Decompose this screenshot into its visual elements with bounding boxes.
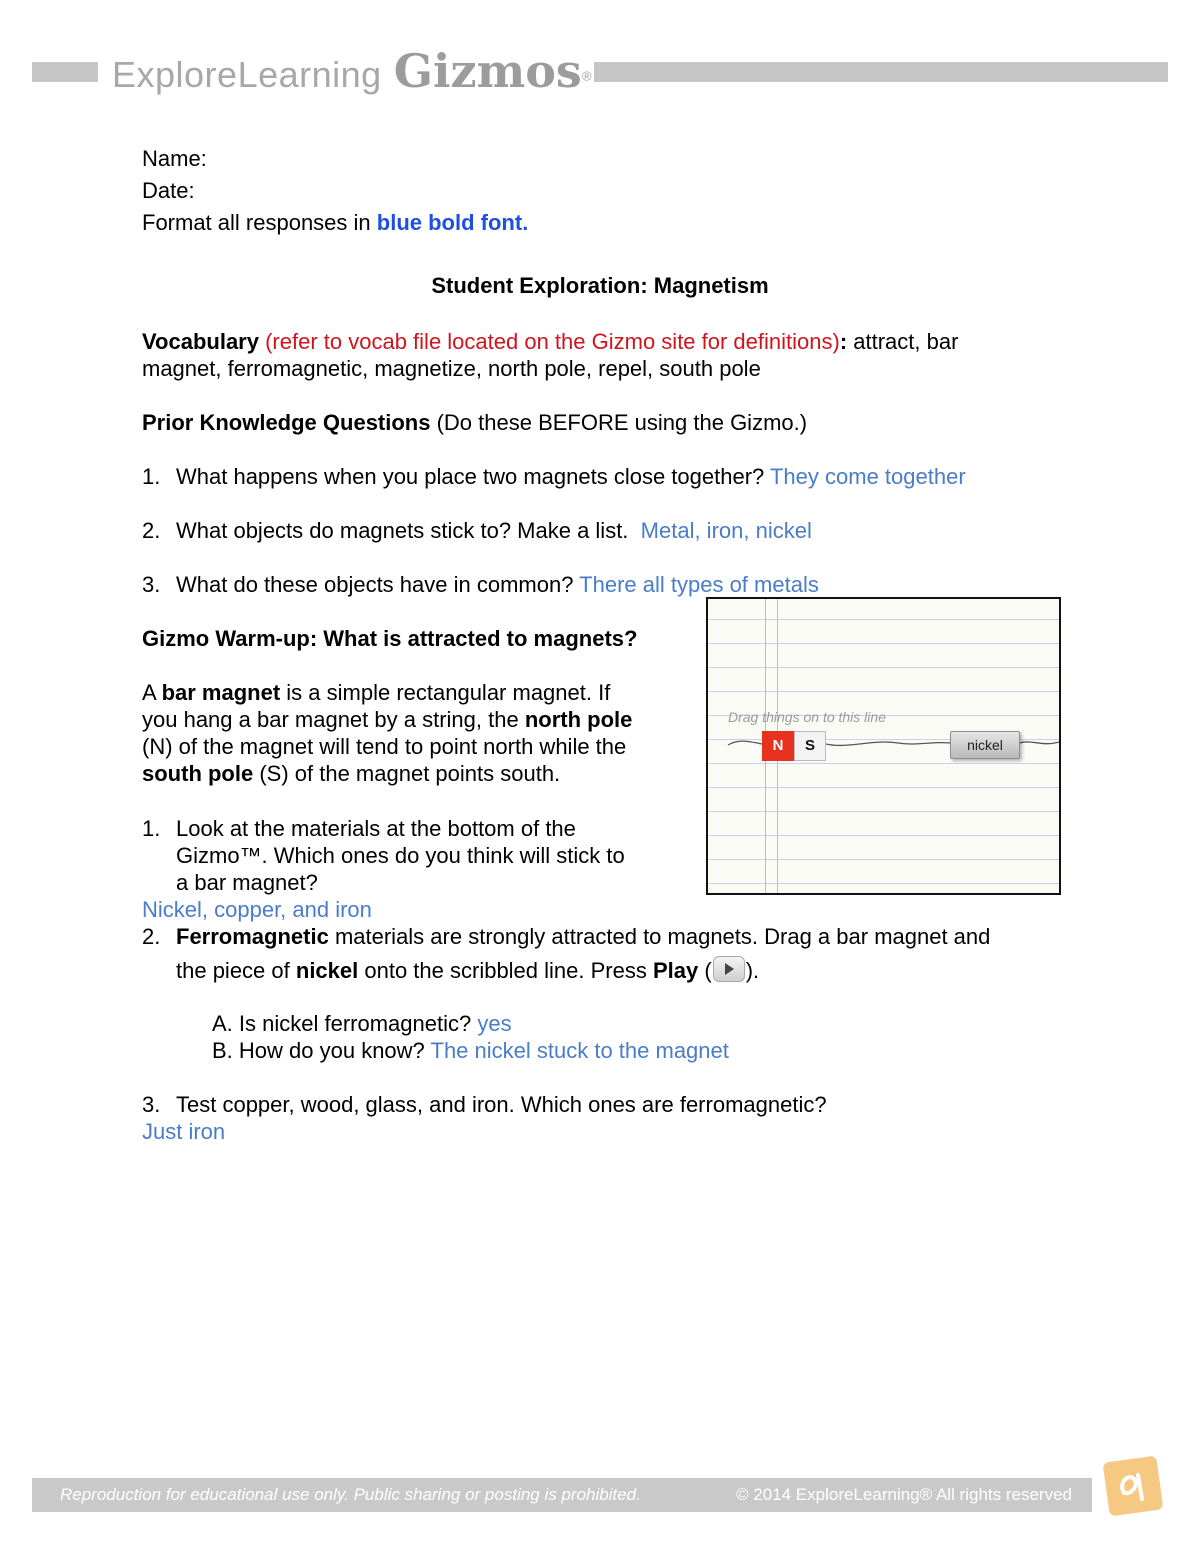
prior-note: (Do these BEFORE using the Gizmo.) [430,410,808,435]
warmup-q2-a [212,1010,512,1037]
header-bar-right [594,62,1168,82]
warmup-q2-number: 2. [142,924,161,949]
question-text: What do these objects have in common? [176,572,574,597]
play-icon [713,956,745,982]
vocabulary-colon: : [839,329,848,354]
prior-question-1 [142,463,966,490]
para-text: (S) of the magnet points south. [253,761,561,786]
warmup-q3-answer: Just iron [142,1119,226,1144]
page-title: Student Exploration: Magnetism [431,273,769,298]
q2-text: materials are strongly attracted to magnets. Drag a bar magnet and [328,924,991,949]
notebook-rule [708,619,1059,620]
explorelearning-badge-icon [1100,1453,1166,1519]
para-text: A [142,680,162,705]
answer-text: They come together [769,464,966,489]
vocabulary-terms-2: magnet, ferromagnetic, magnetize, north pole, repel, south pole [142,356,761,381]
warmup-heading: Gizmo Warm-up: What is attracted to magnets? [142,626,638,651]
warmup-q2-line2 [176,956,759,984]
notebook-rule [708,811,1059,812]
q2-bold: nickel [295,958,359,983]
q2b-answer: The nickel stuck to the magnet [430,1038,729,1063]
warmup-para-line4 [142,760,560,787]
header-bar-left [32,62,98,82]
bar-magnet-north: N [762,731,794,761]
q2b-label: B. How do you know? [212,1038,425,1063]
question-text: What happens when you place two magnets close together? [176,464,765,489]
prior-question-2 [142,517,812,544]
warmup-q1-number: 1. [142,816,161,841]
vocabulary-note: (refer to vocab file located on the Gizmo site for definitions) [265,329,840,354]
q2-text: ). [745,958,760,983]
notebook-rule [708,643,1059,644]
notebook-rule [708,883,1059,884]
brand-explore: ExploreLearning [112,54,382,95]
notebook-rule [708,859,1059,860]
date-label: Date: [142,178,195,203]
notebook-rule [708,763,1059,764]
warmup-q1-line2: Gizmo™. Which ones do you think will stick to [176,843,625,868]
prior-knowledge-heading [142,409,807,436]
q2-text: onto the scribbled line. Press [358,958,653,983]
format-instruction [142,209,528,236]
question-text: Test copper, wood, glass, and iron. Which ones are ferromagnetic? [176,1092,827,1117]
para-text: is a simple rectangular magnet. If [280,680,611,705]
q2-text: the piece of [176,958,296,983]
question-number: 1. [142,464,161,489]
para-bold: south pole [142,761,254,786]
notebook-rule [708,835,1059,836]
name-label: Name: [142,146,207,171]
para-bold: north pole [524,707,633,732]
brand-registered-mark: ® [581,68,592,84]
warmup-para-line1 [142,679,610,706]
footer-left-text: Reproduction for educational use only. Public sharing or posting is prohibited. [60,1485,641,1504]
q2a-answer: yes [477,1011,512,1036]
warmup-q3 [142,1091,827,1118]
prior-question-3 [142,571,819,598]
footer-bar [32,1478,1092,1512]
q2-bold: Ferromagnetic [176,924,329,949]
bar-magnet-south: S [794,731,826,761]
prior-label: Prior Knowledge Questions [142,410,431,435]
q2-bold: Play [652,958,699,983]
answer-text: There all types of metals [579,572,819,597]
nickel-piece: nickel [950,731,1020,759]
gizmo-screenshot [706,597,1061,895]
warmup-para-line3: (N) of the magnet will tend to point north while the [142,734,627,759]
para-text: you hang a bar magnet by a string, the [142,707,525,732]
brand-gizmos: Gizmos [393,44,582,98]
explorelearning-logo [112,44,591,100]
question-number: 3. [142,1092,161,1117]
answer-text: Metal, iron, nickel [640,518,812,543]
format-prefix: Format all responses in [142,210,371,235]
warmup-q1-line3: a bar magnet? [176,870,318,895]
warmup-q1-answer: Nickel, copper, and iron [142,897,372,922]
drag-hint: Drag things on to this line [728,709,886,725]
para-bold: bar magnet [161,680,281,705]
question-number: 3. [142,572,161,597]
q2-text: ( [698,958,712,983]
warmup-q1-line1: Look at the materials at the bottom of the [176,816,576,841]
vocabulary-line1 [142,328,958,355]
warmup-para-line2 [142,706,632,733]
notebook-rule [708,667,1059,668]
vocabulary-label: Vocabulary [142,329,259,354]
warmup-q2-b [212,1037,729,1064]
notebook-rule [708,691,1059,692]
notebook-rule [708,787,1059,788]
format-emphasis: blue bold font. [376,210,529,235]
footer-right-text: © 2014 ExploreLearning® All rights reserved [736,1485,1072,1504]
warmup-q2-line1 [176,923,990,950]
q2a-label: A. Is nickel ferromagnetic? [212,1011,472,1036]
vocabulary-terms-1: attract, bar [847,329,959,354]
question-text: What objects do magnets stick to? Make a list. [176,518,629,543]
question-number: 2. [142,518,161,543]
